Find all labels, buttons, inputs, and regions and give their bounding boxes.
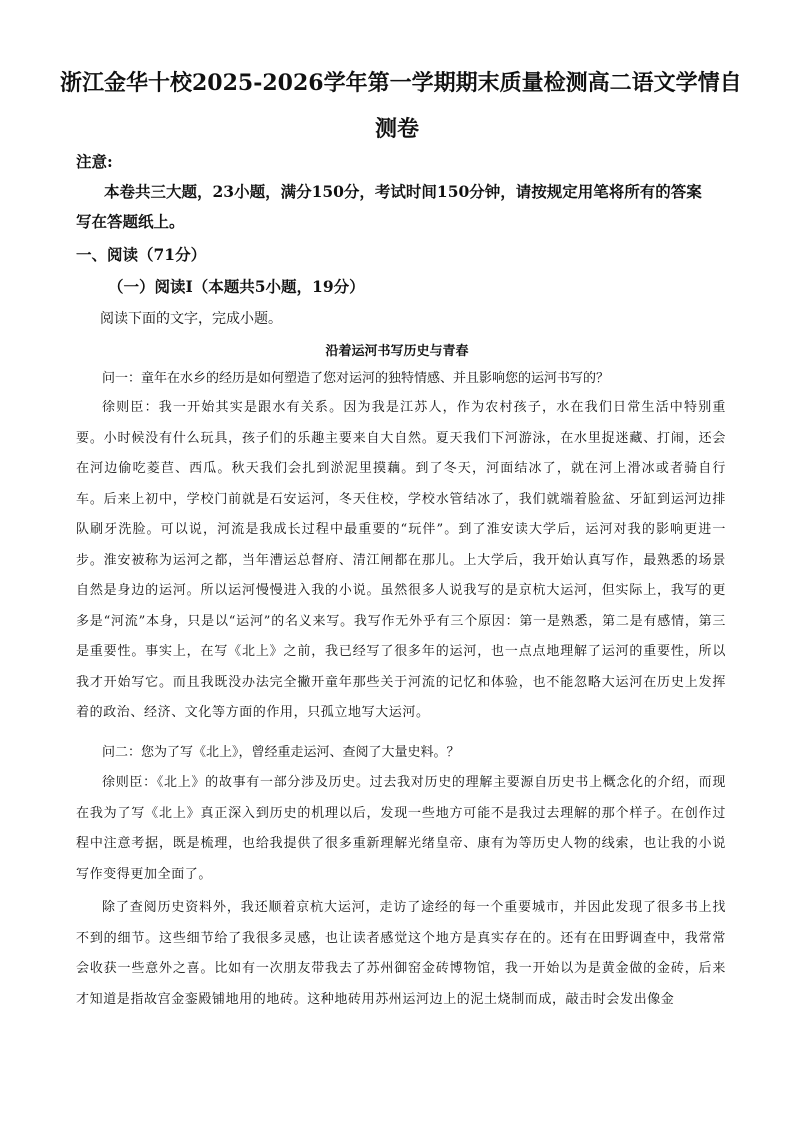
article-title: 沿着运河书写历史与青春 <box>325 344 469 359</box>
reading-instruction: 阅读下面的文字，完成小题。 <box>100 311 282 327</box>
notice-label: 注意: <box>76 152 113 171</box>
subsection-heading: （一）阅读Ⅰ（本题共5小题，19分） <box>108 277 365 296</box>
notice-text-line2: 写在答题纸上。 <box>76 212 185 231</box>
document-title-line2: 测卷 <box>374 116 419 142</box>
interview-answer-3: 除了查阅历史资料外，我还顺着京杭大运河，走访了途经的每一个重要城市，并因此发现了很多书上找不到的细节。这些细节给了我很多灵感，也让读者感觉这个地方是真实存在的。还有在田野调查中，我常常会收获一些意外之喜。比如有一次朋友带我去了苏州御窑金砖博物馆，我一开始以为是黄金做的金砖，后来才知道是指故宫金銮殿铺地用的地砖。这种地砖用苏州运河边上的泥土烧制而成，敲击时会发出像金 <box>76 900 726 1007</box>
interview-answer-2: 徐则臣：《北上》的故事有一部分涉及历史。过去我对历史的理解主要源自历史书上概念化的介绍，而现在我为了写《北上》真正深入到历史的机理以后，发现一些地方可能不是我过去理解的那个样子。在创作过程中注意考据，既是梳理，也给我提供了很多重新理解光绪皇帝、康有为等历史人物的线索，也让我的小说写作变得更加全面了。 <box>76 775 726 882</box>
interview-question-1: 问一：童年在水乡的经历是如何塑造了您对运河的独特情感、并且影响您的运河书写的？ <box>102 371 610 386</box>
document-title-line1: 浙江金华十校2025-2026学年第一学期期末质量检测高二语文学情自 <box>60 70 742 96</box>
notice-text-line1: 本卷共三大题，23小题，满分150分，考试时间150分钟，请按规定用笔将所有的答案 <box>104 182 702 201</box>
interview-answer-1: 徐则臣：我一开始其实是跟水有关系。因为我是江苏人，作为农村孩子，水在我们日常生活中特别重要。小时候没有什么玩具，孩子们的乐趣主要来自大自然。夏天我们下河游泳，在水里捉迷藏、打闹，还会在河边偷吃菱苣、西瓜。秋天我们会扎到淤泥里摸藕。到了冬天，河面结冰了，就在河上滑冰或者骑自行车。后来上初中，学校门前就是石安运河，冬天住校，学校水管结冰了，我们就端着脸盆、牙缸到运河边排队刷牙洗脸。可以说，河流是我成长过程中最重要的“玩伴”。到了淮安读大学后，运河对我的影响更进一步。淮安被称为运河之都，当年漕运总督府、清江闸都在那儿。上大学后，我开始认真写作，最熟悉的场景自然是身边的运河。所以运河慢慢进入我的小说。虽然很多人说我写的是京杭大运河，但实际上，我写的更多是“河流”本身，只是以“运河”的名义来写。我写作无外乎有三个原因：第一是熟悉，第二是有感情，第三是重要性。事实上，在写《北上》之前，我已经写了很多年的运河，也一点点地理解了运河的重要性，所以我才开始写它。而且我既没办法完全撇开童年那些关于河流的记忆和体验，也不能忽略大运河在历史上发挥着的政治、经济、文化等方面的作用，只孤立地写大运河。 <box>76 400 726 720</box>
interview-question-2: 问二：您为了写《北上》，曾经重走运河、查阅了大量史料。？ <box>102 745 460 760</box>
section-heading: 一、阅读（71分） <box>76 245 207 264</box>
